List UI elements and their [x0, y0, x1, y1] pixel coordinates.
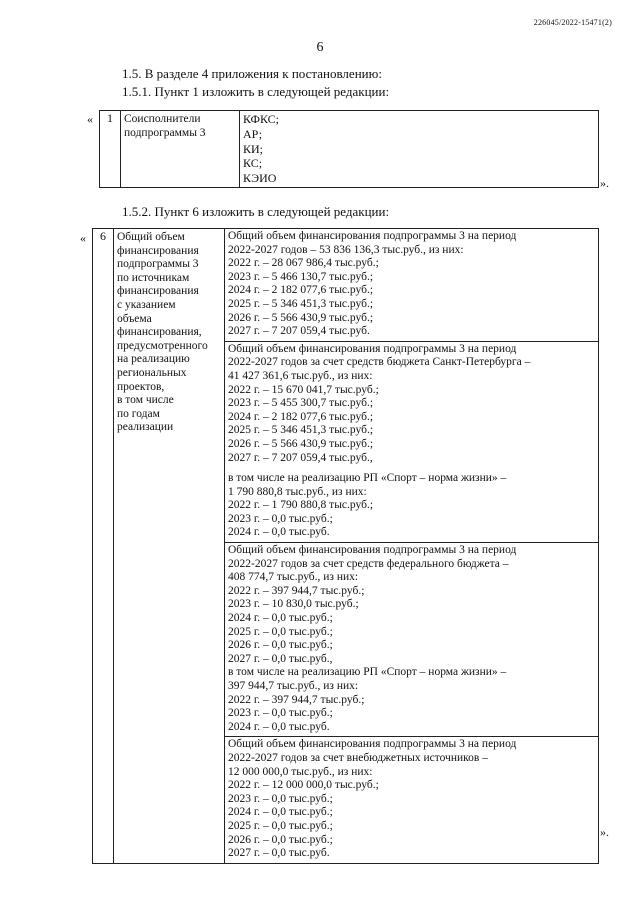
item-label [114, 229, 225, 864]
financing-line: 2026 г. – 5 566 430,9 тыс.руб.; [228, 437, 374, 450]
item-values [240, 111, 599, 188]
financing-block [225, 229, 598, 341]
coexecutor-value: КИ; [243, 141, 264, 156]
financing-line: 2022-2027 годов за счет средств бюджета Санкт-Петербурга – [228, 356, 531, 369]
financing-line: 2024 г. – 2 182 077,6 тыс.руб.; [228, 410, 374, 423]
label-line: финансирования [117, 244, 199, 257]
label-line: финансирования, [117, 326, 202, 339]
financing-line: 2022-2027 годов за счет внебюджетных источников – [228, 751, 488, 764]
label-line: региональных [117, 366, 187, 379]
financing-line: 2025 г. – 5 346 451,3 тыс.руб.; [228, 424, 374, 437]
label-line: реализации [117, 421, 174, 434]
close-quote-1: ». [600, 176, 609, 190]
item-number: 1 [100, 111, 121, 188]
financing-block [225, 341, 598, 542]
financing-line: 2024 г. – 0,0 тыс.руб. [228, 720, 330, 733]
financing-line: Общий объем финансирования подпрограммы 3 на период [228, 738, 517, 751]
label-line: подпрограммы 3 [117, 258, 199, 271]
financing-line: 2023 г. – 5 466 130,7 тыс.руб.; [228, 270, 374, 283]
item-financing-blocks [225, 229, 599, 864]
financing-line: 2026 г. – 0,0 тыс.руб.; [228, 833, 333, 846]
financing-line: 2022-2027 годов – 53 836 136,3 тыс.руб., из них: [228, 243, 464, 256]
label-line: проектов, [117, 380, 165, 393]
financing-line: 2024 г. – 0,0 тыс.руб.; [228, 612, 333, 625]
financing-line: 2022 г. – 397 944,7 тыс.руб.; [228, 584, 365, 597]
financing-line: 2022 г. – 1 790 880,8 тыс.руб.; [228, 499, 374, 512]
financing-line: 12 000 000,0 тыс.руб., из них: [228, 765, 373, 778]
financing-line: 2027 г. – 0,0 тыс.руб., [228, 652, 333, 665]
label-line: Соисполнители [124, 113, 201, 125]
financing-line: 2023 г. – 10 830,0 тыс.руб.; [228, 598, 359, 611]
financing-line: 2023 г. – 0,0 тыс.руб.; [228, 707, 333, 720]
financing-line: 408 774,7 тыс.руб., из них: [228, 571, 359, 584]
paragraph-1-5-2: 1.5.2. Пункт 6 изложить в следующей редакции: [122, 204, 390, 219]
label-line: по годам [117, 407, 160, 420]
financing-line: 2027 г. – 7 207 059,4 тыс.руб., [228, 451, 373, 464]
item-number: 6 [93, 229, 114, 864]
financing-line: 2023 г. – 5 455 300,7 тыс.руб.; [228, 397, 374, 410]
financing-line: 2025 г. – 0,0 тыс.руб.; [228, 625, 333, 638]
close-quote-2: ». [600, 825, 609, 839]
financing-line: 41 427 361,6 тыс.руб., из них: [228, 369, 373, 382]
financing-line: 2022 г. – 28 067 986,4 тыс.руб.; [228, 257, 379, 270]
label-line: по источникам [117, 271, 190, 284]
label-line: на реализацию [117, 353, 190, 366]
table-item-1 [99, 110, 599, 188]
paragraph-1-5-1: 1.5.1. Пункт 1 изложить в следующей редакции: [122, 84, 390, 99]
financing-block [225, 736, 598, 862]
page-number: 6 [316, 40, 324, 55]
open-quote-2: « [80, 231, 86, 245]
financing-line: 2026 г. – 0,0 тыс.руб.; [228, 639, 333, 652]
label-line: подпрограммы 3 [124, 126, 206, 139]
item-label [121, 111, 240, 188]
financing-line: 2026 г. – 5 566 430,9 тыс.руб.; [228, 311, 374, 324]
coexecutor-value: КФКС; [243, 112, 279, 126]
coexecutor-value: КС; [243, 156, 263, 171]
financing-line: 2022-2027 годов за счет средств федерального бюджета – [228, 557, 509, 570]
financing-line: 2023 г. – 0,0 тыс.руб.; [228, 512, 333, 525]
financing-line: Общий объем финансирования подпрограммы 3 на период [228, 544, 517, 557]
table-item-6 [92, 228, 599, 864]
financing-line: 2022 г. – 397 944,7 тыс.руб.; [228, 693, 365, 706]
financing-line: 2022 г. – 12 000 000,0 тыс.руб.; [228, 779, 379, 792]
financing-line: в том числе на реализацию РП «Спорт – норма жизни» – [228, 666, 507, 679]
financing-line: в том числе на реализацию РП «Спорт – норма жизни» – [228, 472, 507, 485]
financing-line: 2024 г. – 2 182 077,6 тыс.руб.; [228, 284, 374, 297]
financing-line: 2025 г. – 5 346 451,3 тыс.руб.; [228, 297, 374, 310]
label-line: с указанием [117, 298, 176, 311]
financing-line: 2022 г. – 15 670 041,7 тыс.руб.; [228, 383, 379, 396]
coexecutor-value: АР; [243, 126, 263, 141]
label-line: объема [117, 312, 152, 325]
financing-line: 2025 г. – 0,0 тыс.руб.; [228, 819, 333, 832]
label-line: в том числе [117, 394, 174, 407]
financing-line: 2023 г. – 0,0 тыс.руб.; [228, 792, 333, 805]
financing-line: 2024 г. – 0,0 тыс.руб. [228, 526, 330, 539]
open-quote-1: « [87, 112, 93, 126]
financing-line: 2027 г. – 7 207 059,4 тыс.руб. [228, 325, 370, 338]
paragraph-1-5: 1.5. В разделе 4 приложения к постановлению: [122, 66, 382, 81]
spacer [228, 465, 595, 472]
financing-line: 2024 г. – 0,0 тыс.руб.; [228, 806, 333, 819]
financing-line: 397 944,7 тыс.руб., из них: [228, 680, 359, 692]
label-line: предусмотренного [117, 339, 208, 352]
financing-line: 1 790 880,8 тыс.руб., из них: [228, 485, 367, 498]
financing-line: 2027 г. – 0,0 тыс.руб. [228, 847, 330, 860]
label-line: финансирования [117, 285, 199, 298]
coexecutor-value: КЭИО [243, 171, 277, 186]
financing-block [225, 542, 598, 736]
document-registration-number: 226045/2022-15471(2) [533, 18, 612, 27]
financing-line: Общий объем финансирования подпрограммы 3 на период [228, 230, 517, 242]
label-line: Общий объем [117, 231, 185, 243]
financing-line: Общий объем финансирования подпрограммы 3 на период [228, 342, 517, 355]
